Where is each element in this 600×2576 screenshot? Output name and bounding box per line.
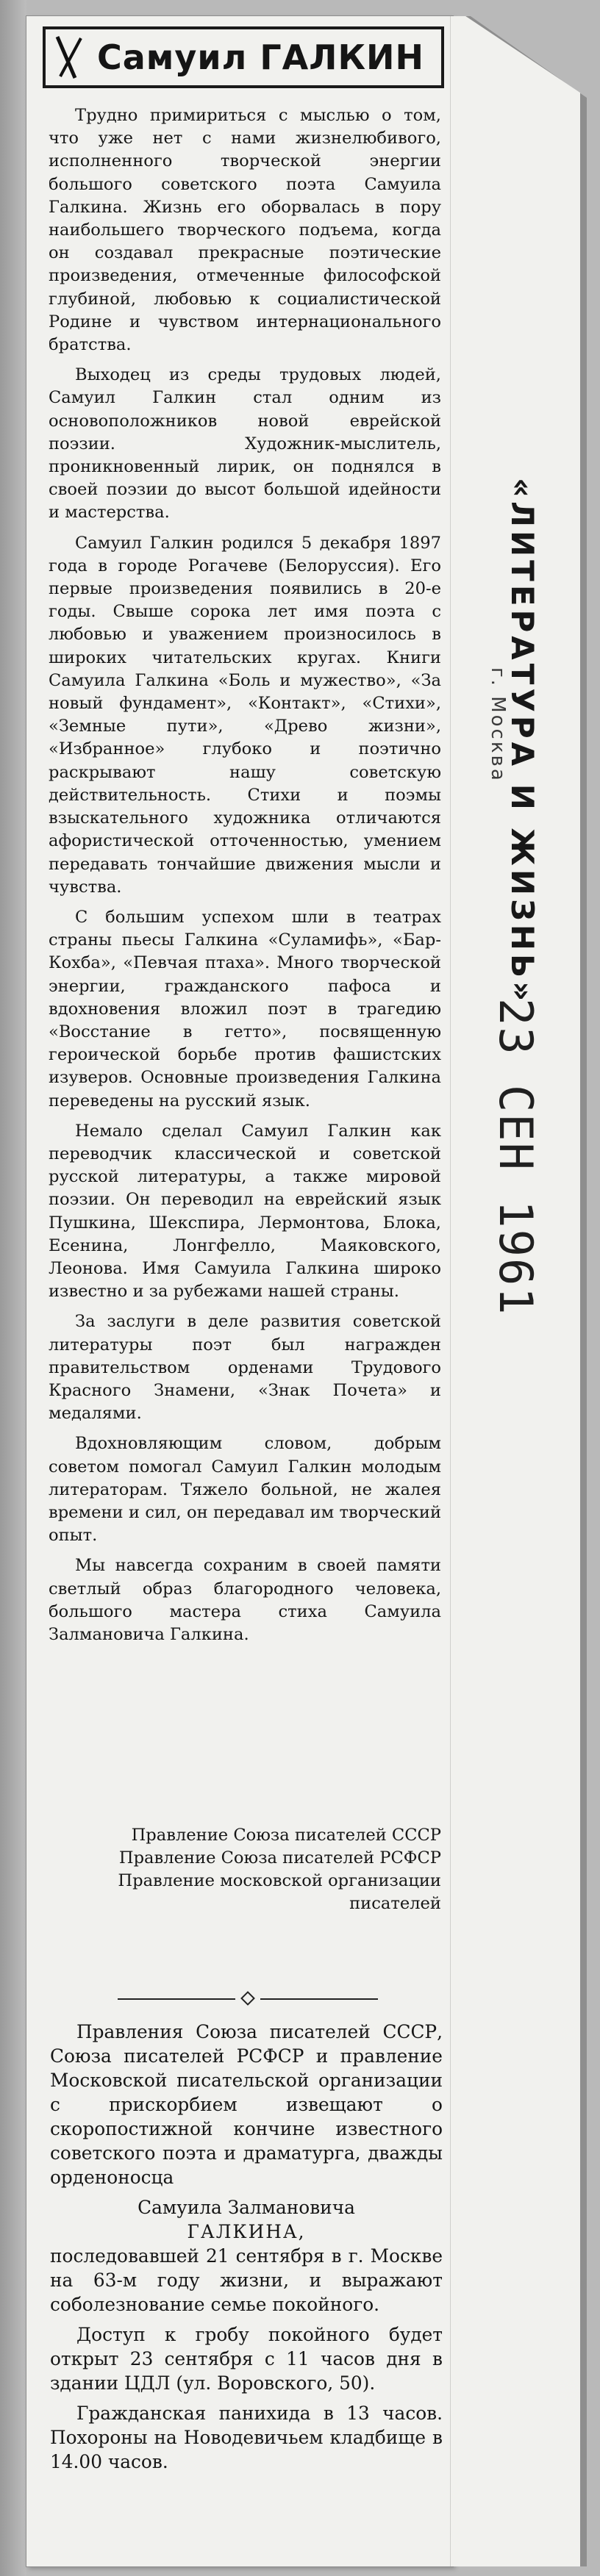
notice-details: последовавшей 21 сентября в г. Москве на 63-м году жизни, и выражают соболезнование семье покойного.	[50, 2245, 443, 2315]
article-paragraph: С большим успехом шли в театрах страны пьесы Галкина «Суламифь», «Бар-Кохба», «Певчая птаха». Много творческой энергии, гражданского пафоса и вдохновения вложил поэт в трагедию «Восстание в гетто», посвященную героической борьбе против фашистских изуверов. Основные произведения Галкина переведены на русский язык.	[49, 907, 441, 1111]
signature-line: Правление московской организации писателей	[118, 1871, 441, 1913]
headline: Самуил ГАЛКИН	[97, 37, 425, 77]
signature-line: Правление Союза писателей СССР	[131, 1826, 441, 1845]
deceased-name: Самуила Залмановича	[138, 2197, 355, 2218]
article-paragraph: За заслуги в деле развития советской литературы поэт был награжден правительством орденами Трудового Красного Знамени, «Знак Почета» и медалями.	[49, 1312, 441, 1424]
article-paragraph: Немало сделал Самуил Галкин как переводчик классической и советской русской литературы, а также мировой поэзии. Он переводил на еврейский язык Пушкина, Шекспира, Лермонтова, Блока, Есенина, Лонгфелло, Маяковского, Леонова. Имя Самуила Галкина широко известно и за рубежами нашей страны.	[49, 1121, 441, 1302]
city-stamp: г. Москва	[487, 667, 509, 783]
funeral-notice	[50, 2020, 443, 2480]
section-divider	[66, 1992, 446, 2006]
article-paragraph: Вдохновляющим словом, добрым советом помогал Самуил Галкин молодым литераторам. Тяжело больной, не жалея времени и сил, он передавал им творческий опыт.	[49, 1434, 441, 1546]
notice-access: Доступ к гробу покойного будет открыт 23 сентября с 11 часов дня в здании ЦДЛ (ул. Воровского, 50).	[50, 2324, 443, 2394]
signature-line: Правление Союза писателей РСФСР	[118, 1848, 441, 1868]
date-stamp: 23 СЕН 1961	[489, 998, 543, 1316]
divider-line-right	[260, 1998, 378, 2000]
newspaper-stamp: «ЛИТЕРАТУРА И ЖИЗНЬ»	[504, 478, 540, 1005]
article-paragraph: Мы навсегда сохраним в своей памяти светлый образ благородного человека, большого мастера стиха Самуила Залмановича Галкина.	[49, 1556, 441, 1644]
notice-funeral: Гражданская панихида в 13 часов. Похороны на Новодевичьем кладбище в 14.00 часов.	[50, 2403, 443, 2472]
deceased-surname: ГАЛКИНА,	[187, 2221, 306, 2242]
headline-box	[43, 26, 444, 88]
divider-line-left	[118, 1998, 235, 2000]
article-paragraph: Самуил Галкин родился 5 декабря 1897 года в городе Рогачеве (Белоруссия). Его первые произведения появились в 20-е годы. Свыше сорока лет имя поэта с любовью и уважением произносилось в широких читательских кругах. Книги Самуила Галкина «Боль и мужество», «За новый фундамент», «Контакт», «Стихи», «Земные пути», «Древо жизни», «Избранное» глубоко и поэтично раскрывают нашу советскую действительность. Стихи и поэмы взыскательного художника отличаются афористической отточенностью, умением передавать тончайшие движения мысли и чувства.	[49, 533, 441, 897]
scan-edge	[0, 0, 26, 2576]
signatures-block	[49, 1824, 441, 1915]
article-paragraph: Трудно примириться с мыслью о том, что уже нет с нами жизнелюбивого, исполненного творческой энергии большого советского поэта Самуила Галкина. Жизнь его оборвалась в пору наибольшего творческого подъема, когда он создавал прекрасные поэтические произведения, отмеченные философской глубиной, любовью к социалистической Родине и чувством интернационального братства.	[49, 106, 441, 355]
article-paragraph: Выходец из среды трудовых людей, Самуил Галкин стал одним из основоположников новой еврейской поэзии. Художник-мыслитель, проникновенный лирик, он поднялся в своей поэзии до высот большой идейности и мастерства.	[49, 365, 441, 523]
obituary-article	[49, 104, 441, 1654]
diamond-ornament-icon	[240, 1991, 255, 2006]
handwritten-mark-icon	[53, 34, 85, 81]
notice-intro: Правления Союза писателей СССР, Союза писателей РСФСР и правление Московской писательской организации с прискорбием извещают о скоропостижной кончине известного советского поэта и драматурга, дважды орденоносца	[50, 2021, 443, 2188]
